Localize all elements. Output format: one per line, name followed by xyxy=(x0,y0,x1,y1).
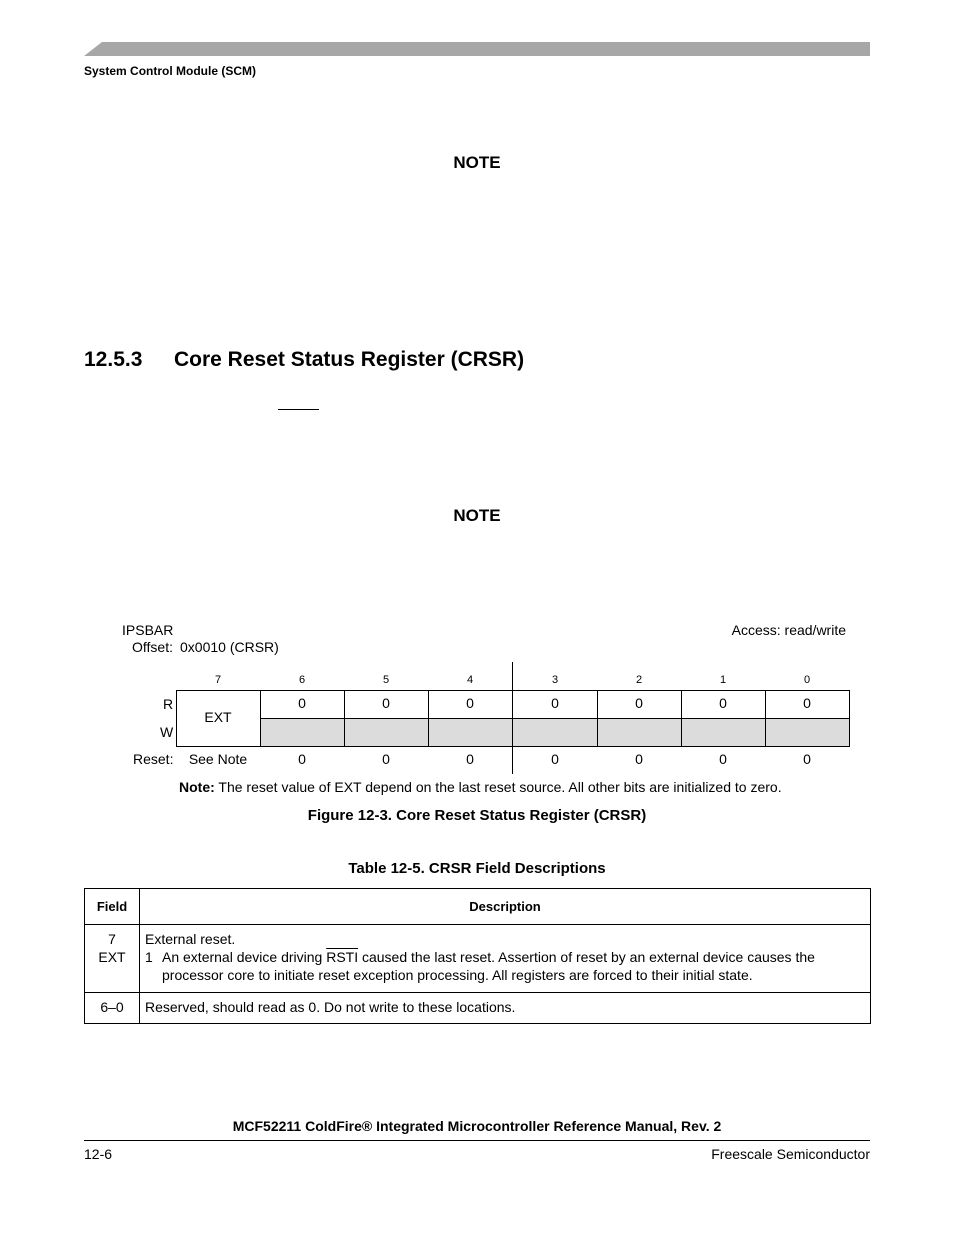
read-value: 0 xyxy=(803,695,811,711)
footer-rule xyxy=(84,1140,870,1141)
footer-title: MCF52211 ColdFire® Integrated Microcontroller Reference Manual, Rev. 2 xyxy=(232,1118,722,1134)
description-list-item xyxy=(145,948,864,984)
overline-fragment xyxy=(278,409,319,410)
list-item-text xyxy=(162,948,864,984)
description-text: External reset. xyxy=(145,931,236,947)
read-value: 0 xyxy=(719,695,727,711)
note-label: Note: xyxy=(179,779,215,795)
column-header-description: Description xyxy=(140,889,871,925)
offset-value: 0x0010 (CRSR) xyxy=(180,639,279,655)
bit-number: 6 xyxy=(298,674,306,686)
bit-number: 2 xyxy=(635,674,643,686)
field-name: EXT xyxy=(98,949,126,965)
field-cell xyxy=(85,925,140,993)
row-label-read: R xyxy=(163,696,174,712)
read-write-divider xyxy=(260,718,850,719)
reset-value: 0 xyxy=(719,751,727,767)
company-name: Freescale Semiconductor xyxy=(711,1146,870,1162)
reset-label: Reset: xyxy=(133,751,174,767)
note-heading: NOTE xyxy=(453,506,501,525)
read-value: 0 xyxy=(382,695,390,711)
bit-number: 3 xyxy=(551,674,559,686)
page-number: 12-6 xyxy=(84,1146,113,1162)
table-header-row xyxy=(85,889,871,925)
bit-number: 0 xyxy=(803,674,811,686)
column-header-field: Field xyxy=(85,889,140,925)
description-cell xyxy=(140,925,871,993)
signal-rsti: RSTI xyxy=(326,949,359,965)
read-value: 0 xyxy=(635,695,643,711)
read-value: 0 xyxy=(298,695,306,711)
table-row xyxy=(85,993,871,1024)
reset-value: 0 xyxy=(298,751,306,767)
section-number: 12.5.3 xyxy=(84,348,143,371)
description-cell: Reserved, should read as 0. Do not write to these locations. xyxy=(140,993,871,1024)
note-heading: NOTE xyxy=(453,153,501,172)
reset-value: 0 xyxy=(803,751,811,767)
field-descriptions-table xyxy=(84,888,871,1024)
read-value: 0 xyxy=(466,695,474,711)
access-label: Access: read/write xyxy=(731,622,846,638)
table-title: Table 12-5. CRSR Field Descriptions xyxy=(348,860,606,877)
row-label-write: W xyxy=(160,724,174,740)
figure-caption: Figure 12-3. Core Reset Status Register (CRSR) xyxy=(307,807,647,824)
bit-number: 5 xyxy=(382,674,390,686)
reset-value: 0 xyxy=(382,751,390,767)
bit-number: 7 xyxy=(214,674,222,686)
ipsbar-label: IPSBAR xyxy=(122,622,174,638)
bit-number: 1 xyxy=(719,674,727,686)
register-note xyxy=(179,779,782,795)
list-item-text-start: An external device driving xyxy=(162,949,323,965)
write-reserved-shading xyxy=(260,718,849,746)
reset-value: See Note xyxy=(188,751,248,767)
list-item-number: 1 xyxy=(145,949,153,965)
list-item-text-end: caused the last reset. Assertion of reset by an external device causes the processor core to initiate reset exception processing. All registers are forced to their initial state. xyxy=(162,949,815,983)
offset-label: Offset: xyxy=(132,639,173,655)
note-text: The reset value of EXT depend on the last reset source. All other bits are initialized to zero. xyxy=(218,779,782,795)
field-bit: 7 xyxy=(108,931,116,947)
field-ext: EXT xyxy=(204,709,232,725)
field-cell: 6–0 xyxy=(85,993,140,1024)
running-head: System Control Module (SCM) xyxy=(84,64,257,78)
reset-value: 0 xyxy=(635,751,643,767)
read-value: 0 xyxy=(551,695,559,711)
reset-value: 0 xyxy=(466,751,474,767)
reset-value: 0 xyxy=(551,751,559,767)
bit-number: 4 xyxy=(466,674,474,686)
section-title: Core Reset Status Register (CRSR) xyxy=(174,348,525,371)
header-bar xyxy=(84,42,870,56)
table-row xyxy=(85,925,871,993)
